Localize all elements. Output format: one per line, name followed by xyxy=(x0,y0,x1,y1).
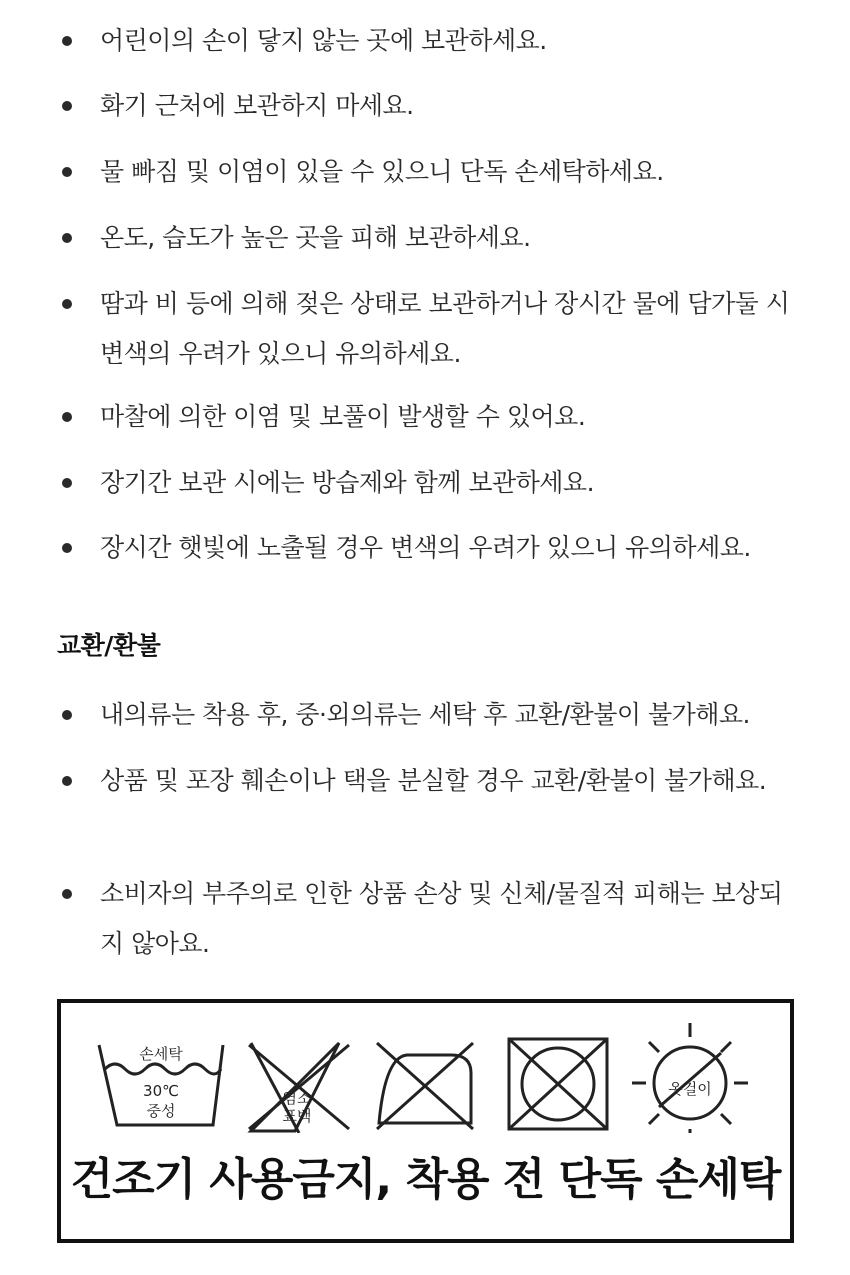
list-item: 내의류는 착용 후, 중·외의류는 세탁 후 교환/환불이 불가해요. xyxy=(62,690,802,740)
svg-text:손세탁: 손세탁 xyxy=(139,1045,183,1063)
svg-text:염소: 염소 xyxy=(282,1089,312,1107)
no-tumble-dry-icon xyxy=(509,1039,607,1129)
hang-dry-shade-icon xyxy=(632,1023,748,1133)
list-item: 소비자의 부주의로 인한 상품 손상 및 신체/물질적 피해는 보상되지 않아요. xyxy=(62,869,802,969)
bullet-icon xyxy=(62,36,72,46)
list-item: 온도, 습도가 높은 곳을 피해 보관하세요. xyxy=(62,213,802,263)
exchange-heading: 교환/환불 xyxy=(57,631,161,660)
bullet-icon xyxy=(62,776,72,786)
svg-text:옷걸이: 옷걸이 xyxy=(668,1080,712,1098)
list-item: 화기 근처에 보관하지 마세요. xyxy=(62,81,802,131)
care-symbols-row xyxy=(61,1003,790,1133)
hand-wash-icon xyxy=(99,1045,223,1125)
list-item: 장시간 햇빛에 노출될 경우 변색의 우려가 있으니 유의하세요. xyxy=(62,523,802,573)
no-chlorine-bleach-icon xyxy=(249,1043,349,1133)
care-note: 건조기 사용금지, 착용 전 단독 손세탁 xyxy=(70,1154,781,1205)
bullet-icon xyxy=(62,412,72,422)
bullet-icon xyxy=(62,101,72,111)
bullet-icon xyxy=(62,167,72,177)
care-symbols-box xyxy=(57,999,794,1243)
list-item: 어린이의 손이 닿지 않는 곳에 보관하세요. xyxy=(62,16,802,66)
list-item: 물 빠짐 및 이염이 있을 수 있으니 단독 손세탁하세요. xyxy=(62,147,802,197)
bullet-icon xyxy=(62,478,72,488)
bullet-icon xyxy=(62,543,72,553)
bullet-icon xyxy=(62,299,72,309)
list-item: 땀과 비 등에 의해 젖은 상태로 보관하거나 장시간 물에 담가둘 시 변색의 우려가 있으니 유의하세요. xyxy=(62,279,802,379)
svg-text:30℃: 30℃ xyxy=(143,1082,179,1100)
no-iron-icon xyxy=(377,1043,473,1129)
bullet-icon xyxy=(62,889,72,899)
list-item: 마찰에 의한 이염 및 보풀이 발생할 수 있어요. xyxy=(62,392,802,442)
bullet-icon xyxy=(62,233,72,243)
list-item: 상품 및 포장 훼손이나 택을 분실할 경우 교환/환불이 불가해요. xyxy=(62,756,802,806)
bullet-icon xyxy=(62,710,72,720)
list-item: 장기간 보관 시에는 방습제와 함께 보관하세요. xyxy=(62,458,802,508)
svg-text:표백: 표백 xyxy=(282,1107,312,1125)
svg-text:중성: 중성 xyxy=(146,1102,176,1120)
